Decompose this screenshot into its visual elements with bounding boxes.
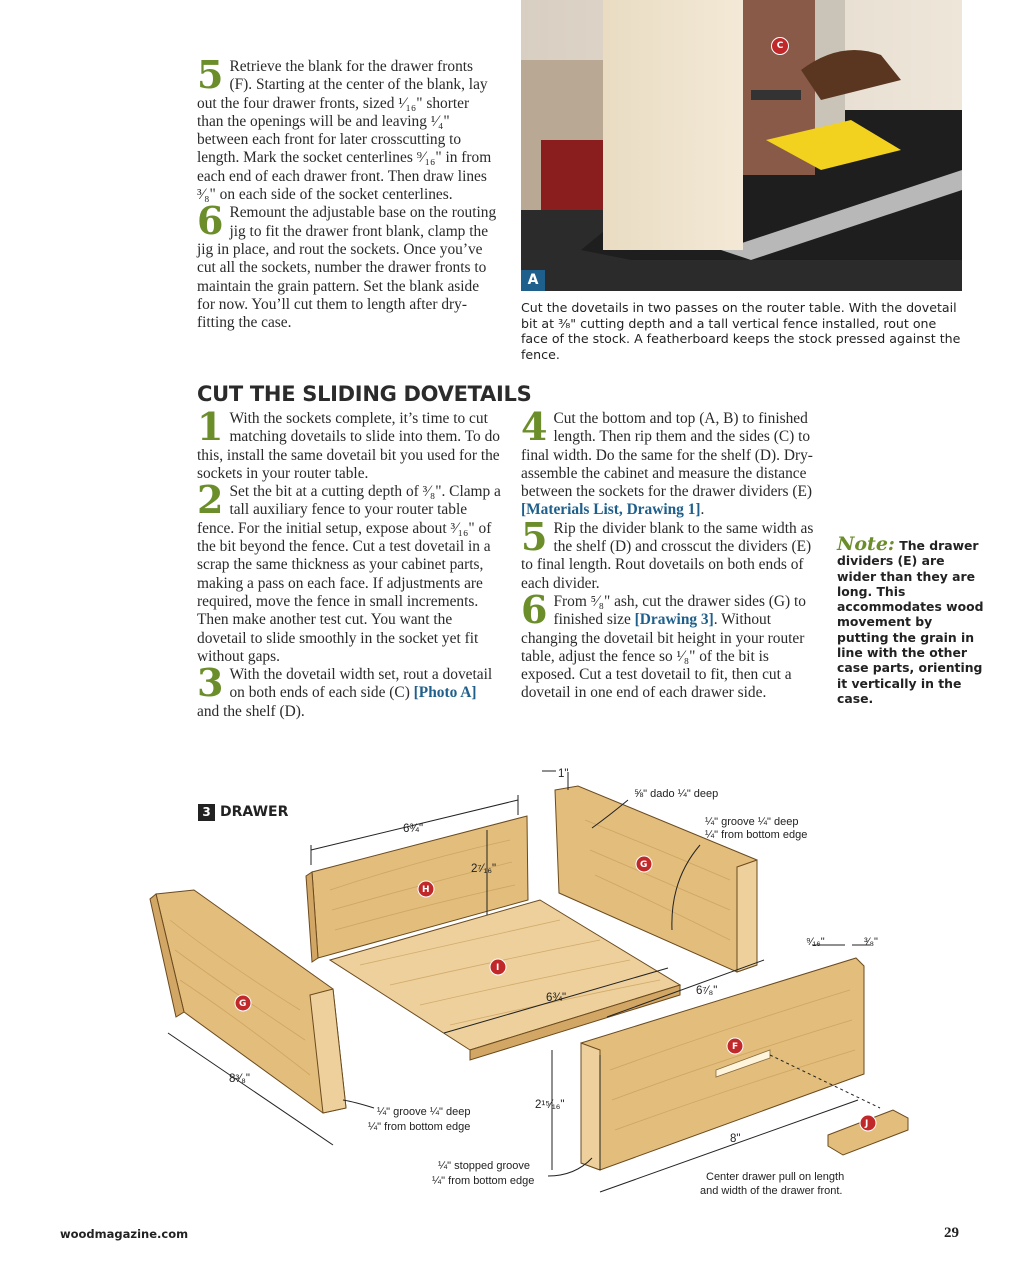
note-stopped-2: ¼" from bottom edge (432, 1175, 535, 1187)
step-number: 3 (197, 660, 224, 706)
step-2 (197, 477, 502, 666)
photo-badge: A (521, 270, 545, 291)
footer-site[interactable]: woodmagazine.com (60, 1227, 189, 1241)
note-dado: ⅝" dado ¼" deep (634, 788, 719, 800)
part-label-j: J (865, 1119, 869, 1129)
note-sidebar (837, 533, 987, 706)
step-number: 6 (197, 198, 224, 244)
step-text: Rip the divider blank to the same width as the shelf (D) and crosscut the dividers (E) to final length. Rout dovetails on both ends of each divider. (521, 519, 814, 592)
note-pull-1: Center drawer pull on length (706, 1171, 845, 1183)
dim-side-length: 8³⁄₈" (229, 1073, 250, 1085)
materials-list-link[interactable]: [Materials List, Drawing 1] (521, 501, 701, 519)
dim-front-length: 8" (730, 1133, 741, 1145)
drawing-title-text: DRAWER (220, 804, 289, 820)
step-text: From ⁵⁄₈" ash, cut the drawer sides (G) to finished size (553, 592, 806, 629)
photo-caption: Cut the dovetails in two passes on the router table. With the dovetail bit at ³⁄₈" cutting depth and a tall vertical fence installed, rout one face of the stock. A featherboard keeps the stock pressed against the fence. (521, 300, 961, 362)
drawing-3-link[interactable]: [Drawing 3] (634, 611, 714, 629)
step-text: . Without changing the dovetail bit height in your router table, adjust the fence so ¹⁄₈" of the bit is exposed. Cut a test dovetail to fit, then cut a dovetail in one end of each drawer side. (521, 611, 805, 702)
step-number: 1 (197, 404, 224, 449)
dim-socket-in: ⁹⁄₁₆" (806, 936, 825, 948)
step-text: With the dovetail width set, rout a dovetail on both ends of each side (C) (229, 666, 493, 702)
intro-steps (197, 52, 497, 332)
step-text: and the shelf (D). (197, 702, 305, 720)
photo-a (521, 0, 962, 291)
step-5 (521, 513, 817, 593)
part-label-c: C (771, 37, 789, 55)
note-pull-2: and width of the drawer front. (700, 1185, 843, 1197)
step-4 (521, 404, 817, 520)
step-number: 6 (521, 586, 548, 632)
step-text: Set the bit at a cutting depth of ³⁄₈". Clamp a tall auxiliary fence to your router table fence. For the initial setup, expose about ³⁄₁₆" of the bit beyond the fence. Cut a test dovetail in a scrap the same thickness as your cabinet parts, making a pass on each face. If adjustments are required, move the fence in small increments. Then make another test cut. You want the dovetail to slide smoothly in the socket yet fit without gaps. (197, 483, 501, 665)
step-number: 5 (197, 52, 224, 97)
drawer-exploded-diagram (0, 750, 1022, 1210)
dim-back-height: 2⁷⁄₁₆" (471, 863, 497, 875)
column-2 (521, 404, 817, 703)
step-6 (521, 586, 817, 703)
dim-back-width: 6¾" (403, 823, 424, 835)
step-number: 5 (521, 513, 548, 559)
note-stopped-1: ¼" stopped groove (438, 1160, 530, 1172)
dim-front-width: 6⁷⁄₈" (696, 985, 718, 997)
part-label-i: I (496, 963, 500, 973)
dim-bottom-width: 6¾" (546, 992, 567, 1004)
dim-front-height: 2¹⁵⁄₁₆" (535, 1099, 565, 1111)
photo-a-link[interactable]: [Photo A] (413, 684, 477, 702)
note-groove-right-1: ¼" groove ¼" deep (705, 816, 799, 828)
step-text: Retrieve the blank for the drawer fronts (F). Starting at the center of the blank, lay out the four drawer fronts, sized ¹⁄₁₆" shorter than the openings will be and leaving ¹⁄₄" between each front for later crosscutting to length. Mark the socket centerlines ⁹⁄₁₆" in from each end of each drawer front. Then draw lines ³⁄₈" on each side of the socket centerlines. (197, 58, 492, 204)
part-label-h: H (422, 885, 430, 895)
step-text: With the sockets complete, it’s time to cut matching dovetails to slide into them. To do this, install the same dovetail bit you used for the sockets in your router table. (197, 410, 500, 482)
part-label-f: F (732, 1042, 739, 1052)
step-3 (197, 660, 502, 721)
page-number: 29 (944, 1225, 959, 1241)
intro-step-5 (197, 52, 497, 204)
part-label-g-left: G (239, 999, 247, 1009)
note-groove-left-2: ¼" from bottom edge (368, 1121, 471, 1133)
part-label-g-right: G (640, 860, 648, 870)
step-text: Remount the adjustable base on the routing jig to fit the drawer front blank, clamp the jig in place, and rout the sockets. Once you’ve cut all the sockets, number the drawer fronts to maintain the grain pattern. Set the blank aside for now. You’ll cut them to length after dry-fitting the case. (197, 204, 497, 332)
step-number: 2 (197, 477, 224, 523)
dim-socket-half: ³⁄₈" (864, 936, 878, 948)
note-text: The drawer dividers (E) are wider than they are long. This accommodates wood movement by putting the grain in line with the other case parts, orienting it vertically in the case. (837, 538, 984, 706)
step-1 (197, 404, 502, 483)
column-1 (197, 404, 502, 721)
note-groove-right-2: ¼" from bottom edge (705, 829, 808, 841)
step-number: 4 (521, 404, 548, 449)
drawing-number-badge: 3 (198, 804, 215, 821)
section-heading: CUT THE SLIDING DOVETAILS (197, 382, 532, 406)
dim-top: 1" (558, 768, 569, 780)
note-label: Note: (837, 533, 895, 555)
router-table-photo (521, 0, 962, 291)
step-text: . (700, 501, 705, 519)
intro-step-6 (197, 198, 497, 332)
step-text: Cut the bottom and top (A, B) to finished length. Then rip them and the sides (C) to final width. Do the same for the shelf (D). Dry-assemble the cabinet and measure the distance between the sockets for the drawer dividers (E) (521, 410, 813, 501)
note-groove-left-1: ¼" groove ¼" deep (377, 1106, 471, 1118)
